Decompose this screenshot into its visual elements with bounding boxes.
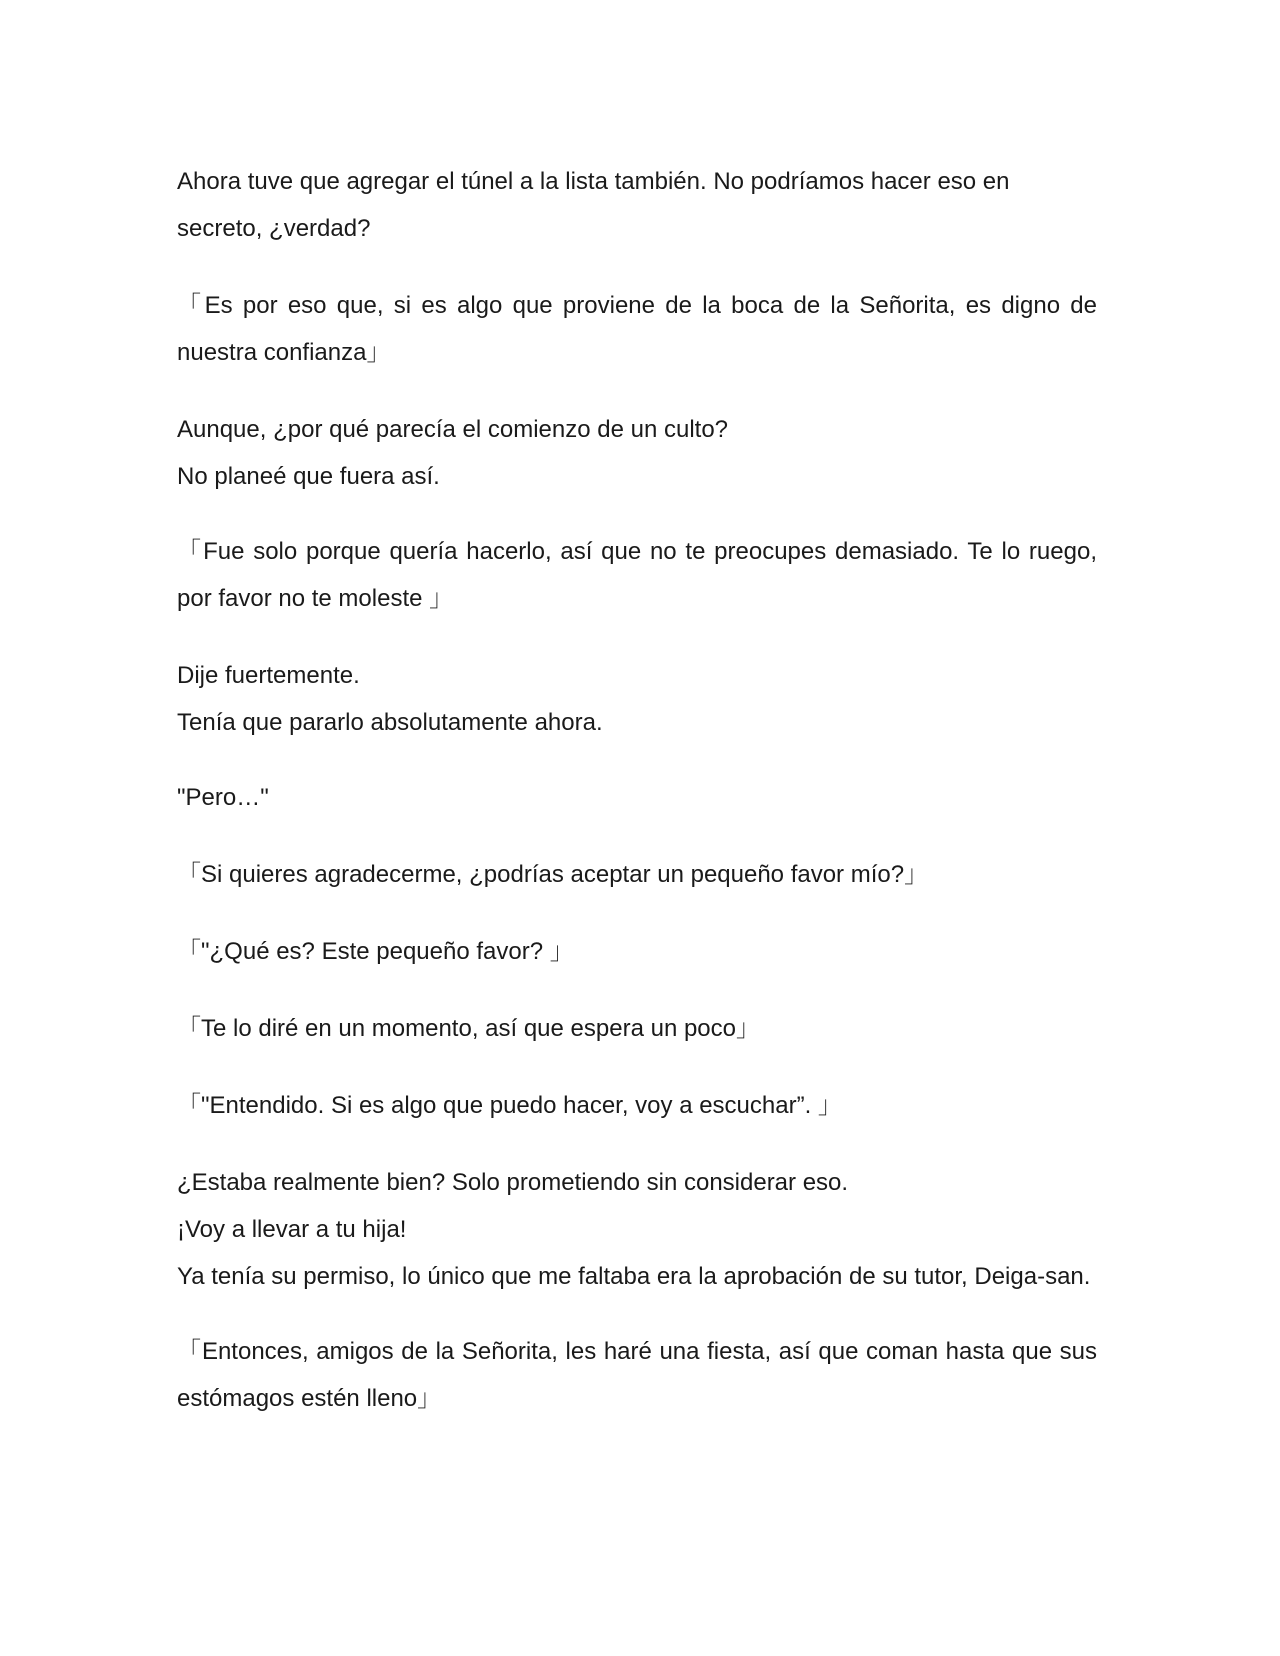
dialogue-paragraph-4: 「"¿Qué es? Este pequeño favor? 」 bbox=[177, 938, 574, 965]
text-line: Ya tenía su permiso, lo único que me faltaba era la aprobación de su tutor, Deiga-san. bbox=[177, 1263, 1091, 1290]
quote-paragraph: "Pero…" bbox=[177, 784, 269, 811]
dialogue-paragraph-1: 「Es por eso que, si es algo que proviene de la boca de la Señorita, es digno de nuestra confianza」 bbox=[177, 292, 1097, 366]
text-line: ¡Voy a llevar a tu hija! bbox=[177, 1216, 407, 1243]
text-line: Dije fuertemente. bbox=[177, 662, 360, 689]
paragraph-1: Ahora tuve que agregar el túnel a la lista también. No podríamos hacer eso en secreto, ¿verdad? bbox=[177, 168, 1010, 242]
dialogue-paragraph-5: 「Te lo diré en un momento, así que espera un poco」 bbox=[177, 1015, 761, 1042]
dialogue-paragraph-7: 「Entonces, amigos de la Señorita, les haré una fiesta, así que coman hasta que sus estómagos estén lleno」 bbox=[177, 1338, 1097, 1412]
dialogue-paragraph-2: 「Fue solo porque quería hacerlo, así que no te preocupes demasiado. Te lo ruego, por favor no te moleste 」 bbox=[177, 538, 1097, 612]
dialogue-paragraph-3: 「Si quieres agradecerme, ¿podrías aceptar un pequeño favor mío?」 bbox=[177, 861, 929, 888]
text-line: Tenía que pararlo absolutamente ahora. bbox=[177, 709, 603, 736]
paragraph-group-2 bbox=[177, 652, 1097, 746]
paragraph-group-3 bbox=[177, 1159, 1097, 1300]
text-line: Aunque, ¿por qué parecía el comienzo de un culto? bbox=[177, 416, 729, 443]
paragraph-group-1 bbox=[177, 406, 1097, 500]
document-page bbox=[177, 158, 1097, 1452]
text-line: No planeé que fuera así. bbox=[177, 463, 440, 490]
text-line: ¿Estaba realmente bien? Solo prometiendo sin considerar eso. bbox=[177, 1169, 849, 1196]
dialogue-paragraph-6: 「"Entendido. Si es algo que puedo hacer, voy a escuchar”. 」 bbox=[177, 1092, 842, 1119]
